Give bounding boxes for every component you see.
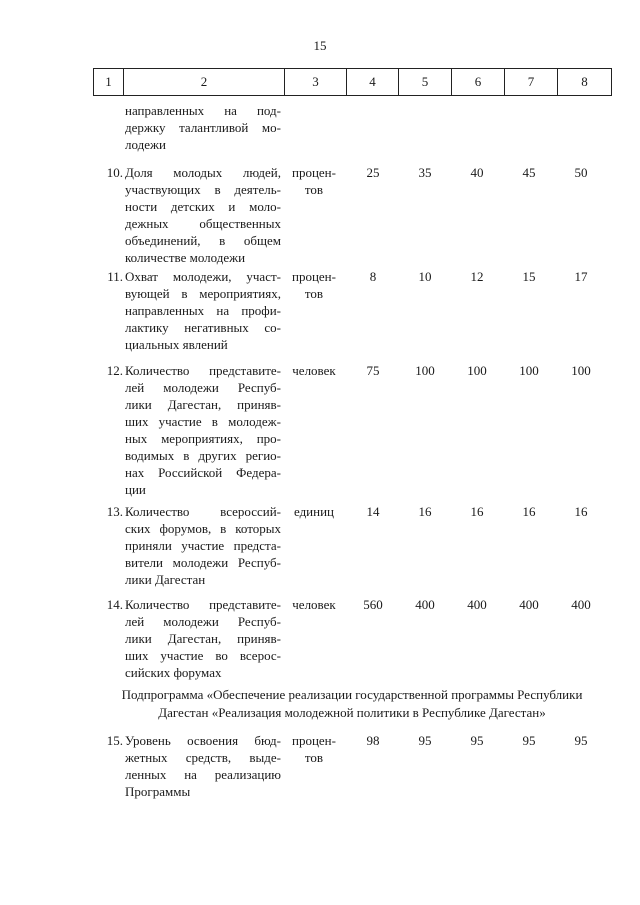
indicator-description: Количество представите- лей молодежи Респуб- лики Дагестан, приняв- ших участие во всерос- сийских форумах — [125, 597, 281, 680]
header-col-7: 7 — [505, 69, 558, 96]
value-col-4: 25 — [366, 165, 380, 180]
value-col-4: 75 — [366, 363, 380, 378]
value-col-6: 12 — [470, 269, 484, 284]
row-number: 15. — [106, 733, 123, 748]
indicator-description: Охват молодежи, участ- вующей в мероприятиях, направленных на профи- лактику негативных со- циальных явлений — [125, 269, 281, 352]
value-col-8: 16 — [574, 504, 588, 519]
row-number: 13. — [106, 504, 123, 519]
value-col-8: 17 — [574, 269, 588, 284]
unit-cell: человек — [292, 597, 336, 612]
row-number: 11. — [107, 269, 123, 284]
value-col-6: 100 — [467, 363, 487, 378]
value-col-8: 95 — [574, 733, 588, 748]
value-col-7: 400 — [519, 597, 539, 612]
page-number: 15 — [313, 38, 327, 53]
subprogram-heading: Подпрограмма «Обеспечение реализации государственной программы Республики Дагестан «Реализация молодежной политики в Республике Дагестан» — [121, 687, 583, 720]
value-col-7: 15 — [522, 269, 536, 284]
unit-cell: процен- тов — [292, 269, 336, 301]
header-col-2: 2 — [124, 69, 285, 96]
indicator-description: Уровень освоения бюд- жетных средств, выде- ленных на реализацию Программы — [125, 733, 281, 799]
value-col-5: 95 — [418, 733, 432, 748]
value-col-5: 100 — [415, 363, 435, 378]
value-col-7: 95 — [522, 733, 536, 748]
value-col-8: 100 — [571, 363, 591, 378]
value-col-4: 98 — [366, 733, 380, 748]
header-col-3: 3 — [285, 69, 347, 96]
value-col-4: 14 — [366, 504, 380, 519]
value-col-7: 16 — [522, 504, 536, 519]
indicator-description: Количество всероссий- ских форумов, в которых приняли участие предста- вители молодежи Респуб- лики Дагестан — [125, 504, 281, 587]
row-number: 10. — [106, 165, 123, 180]
value-col-6: 16 — [470, 504, 484, 519]
indicator-description: Количество представите- лей молодежи Респуб- лики Дагестан, приняв- ших участие в молодеж- ных мероприятиях, про- водимых в других регио- нах Российской Федера- ции — [125, 363, 281, 497]
value-col-6: 400 — [467, 597, 487, 612]
value-col-6: 95 — [470, 733, 484, 748]
value-col-4: 8 — [369, 269, 377, 284]
unit-cell: процен- тов — [292, 733, 336, 765]
value-col-4: 560 — [363, 597, 383, 612]
header-col-1: 1 — [94, 69, 124, 96]
header-col-4: 4 — [347, 69, 399, 96]
unit-cell: процен- тов — [292, 165, 336, 197]
header-col-6: 6 — [452, 69, 505, 96]
indicator-description: направленных на под- держку талантливой мо- лодежи — [125, 103, 281, 152]
value-col-8: 50 — [574, 165, 588, 180]
indicator-description: Доля молодых людей, участвующих в деятель- ности детских и моло- дежных общественных объединений, в общем количестве молодежи — [125, 165, 281, 265]
value-col-5: 16 — [418, 504, 432, 519]
row-number: 14. — [106, 597, 123, 612]
header-col-5: 5 — [399, 69, 452, 96]
value-col-5: 35 — [418, 165, 432, 180]
value-col-8: 400 — [571, 597, 591, 612]
value-col-7: 100 — [519, 363, 539, 378]
row-number: 12. — [106, 363, 123, 378]
value-col-5: 400 — [415, 597, 435, 612]
value-col-7: 45 — [522, 165, 536, 180]
value-col-5: 10 — [418, 269, 432, 284]
unit-cell: человек — [292, 363, 336, 378]
table-header — [93, 68, 612, 96]
header-col-8: 8 — [558, 69, 612, 96]
value-col-6: 40 — [470, 165, 484, 180]
unit-cell: единиц — [293, 504, 335, 519]
